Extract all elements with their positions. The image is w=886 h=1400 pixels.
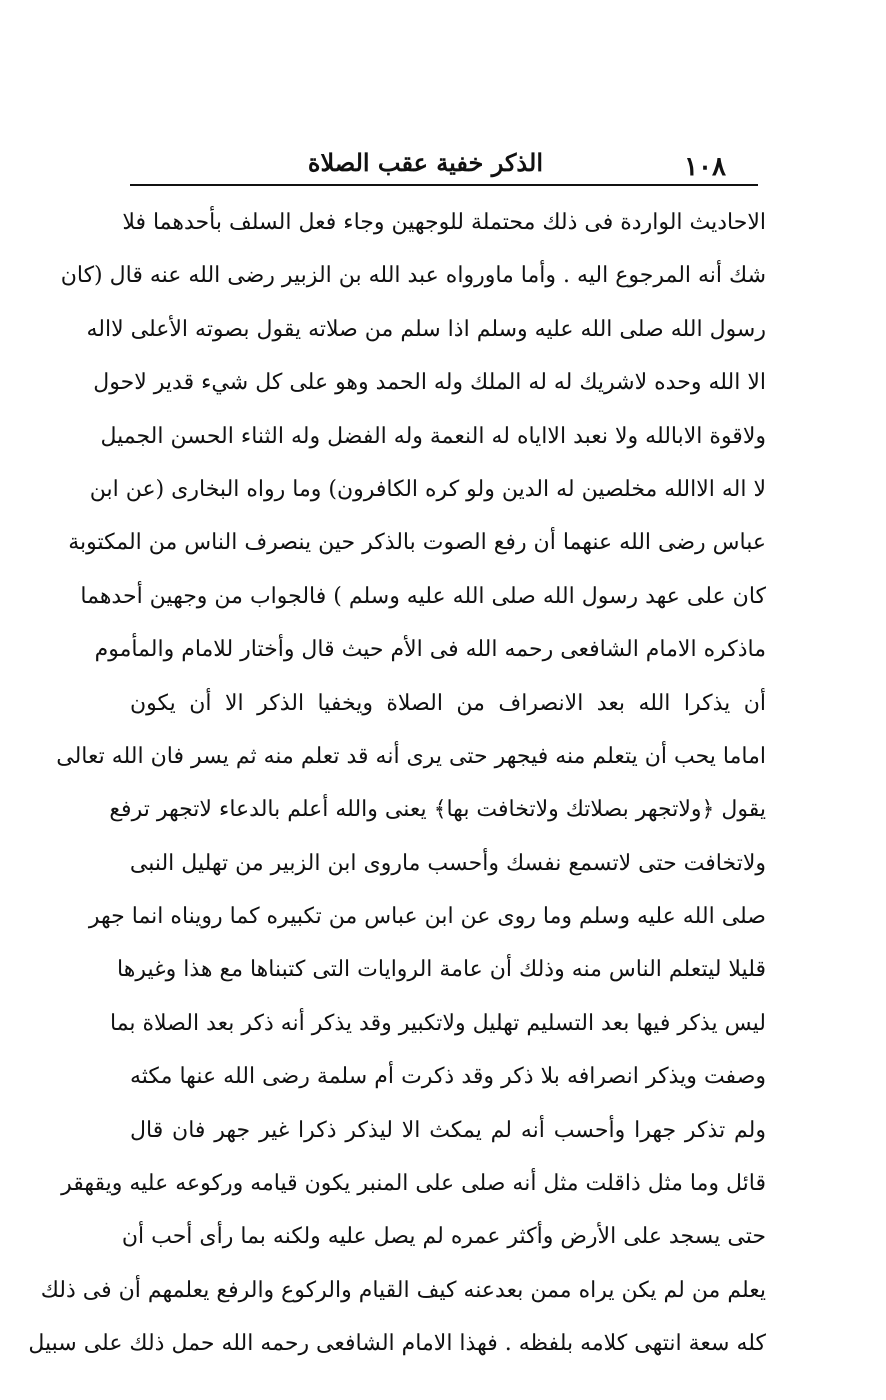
text-line: ولاقوة الابالله ولا نعبد الااياه له النعمة وله الفضل وله الثناء الحسن الجميل (100, 423, 766, 449)
text-line: شك أنه المرجوع اليه . وأما ماورواه عبد الله بن الزبير رضى الله عنه قال (كان (60, 263, 766, 289)
text-line: ولاتخافت حتى لاتسمع نفسك وأحسب ماروى ابن الزبير من تهليل النبى (129, 850, 766, 876)
text-line: وصفت ويذكر انصرافه بلا ذكر وقد ذكرت أم سلمة رضى الله عنها مكثه (130, 1064, 766, 1090)
text-line: اماما يحب أن يتعلم منه فيجهر حتى يرى أنه قد تعلم منه ثم يسر فان الله تعالى (56, 743, 766, 769)
text-line: عباس رضى الله عنهما أن رفع الصوت بالذكر حين ينصرف الناس من المكتوبة (68, 530, 766, 556)
running-title: الذكر خفية عقب الصلاة (307, 148, 543, 177)
text-line: الاحاديث الواردة فى ذلك محتملة للوجهين وجاء فعل السلف بأحدهما فلا (122, 210, 766, 235)
page-header (128, 140, 758, 190)
text-line: قائل وما مثل ذاقلت مثل أنه صلى على المنبر يكون قيامه وركوعه عليه ويقهقر (61, 1171, 766, 1197)
text-line: حتى يسجد على الأرض وأكثر عمره لم يصل عليه ولكنه بما رأى أحب أن (121, 1224, 766, 1250)
text-line: قليلا ليتعلم الناس منه وذلك أن عامة الروايات التى كتبناها مع هذا وغيرها (117, 957, 766, 983)
text-line: لا اله الاالله مخلصين له الدين ولو كره الكافرون) وما رواه البخارى (عن ابن (89, 476, 766, 502)
text-line: كله سعة انتهى كلامه بلفظه . فهذا الامام الشافعى رحمه الله حمل ذلك على سبيل (28, 1331, 766, 1357)
text-line: صلى الله عليه وسلم وما روى عن ابن عباس من تكبيره كما رويناه انما جهر (88, 904, 766, 930)
header-divider (130, 184, 758, 186)
text-line: ماذكره الامام الشافعى رحمه الله فى الأم حيث قال وأختار للامام والمأموم (94, 637, 766, 663)
text-line: ولم تذكر جهرا وأحسب أنه لم يمكث الا ليذكر ذكرا غير جهر فان قال (130, 1117, 766, 1143)
text-line: رسول الله صلى الله عليه وسلم اذا سلم من صلاته يقول بصوته الأعلى لااله (86, 316, 766, 342)
text-line: أن يذكرا الله بعد الانصراف من الصلاة ويخفيا الذكر الا أن يكون (130, 690, 766, 716)
text-line: ليس يذكر فيها بعد التسليم تهليل ولاتكبير وقد يذكر أنه ذكر بعد الصلاة بما (109, 1010, 766, 1036)
body-text (28, 196, 766, 1371)
text-line: يقول ﴿ولاتجهر بصلاتك ولاتخافت بها﴾ يعنى والله أعلم بالدعاء لاتجهر ترفع (109, 797, 766, 823)
text-line: كان على عهد رسول الله صلى الله عليه وسلم ) فالجواب من وجهين أحدهما (80, 583, 766, 609)
page-number: ١٠٨ (684, 152, 726, 182)
text-line: الا الله وحده لاشريك له له الملك وله الحمد وهو على كل شيء قدير لاحول (93, 370, 766, 396)
text-line: يعلم من لم يكن يراه ممن بعدعنه كيف القيام والركوع والرفع يعلمهم أن فى ذلك (40, 1277, 766, 1303)
